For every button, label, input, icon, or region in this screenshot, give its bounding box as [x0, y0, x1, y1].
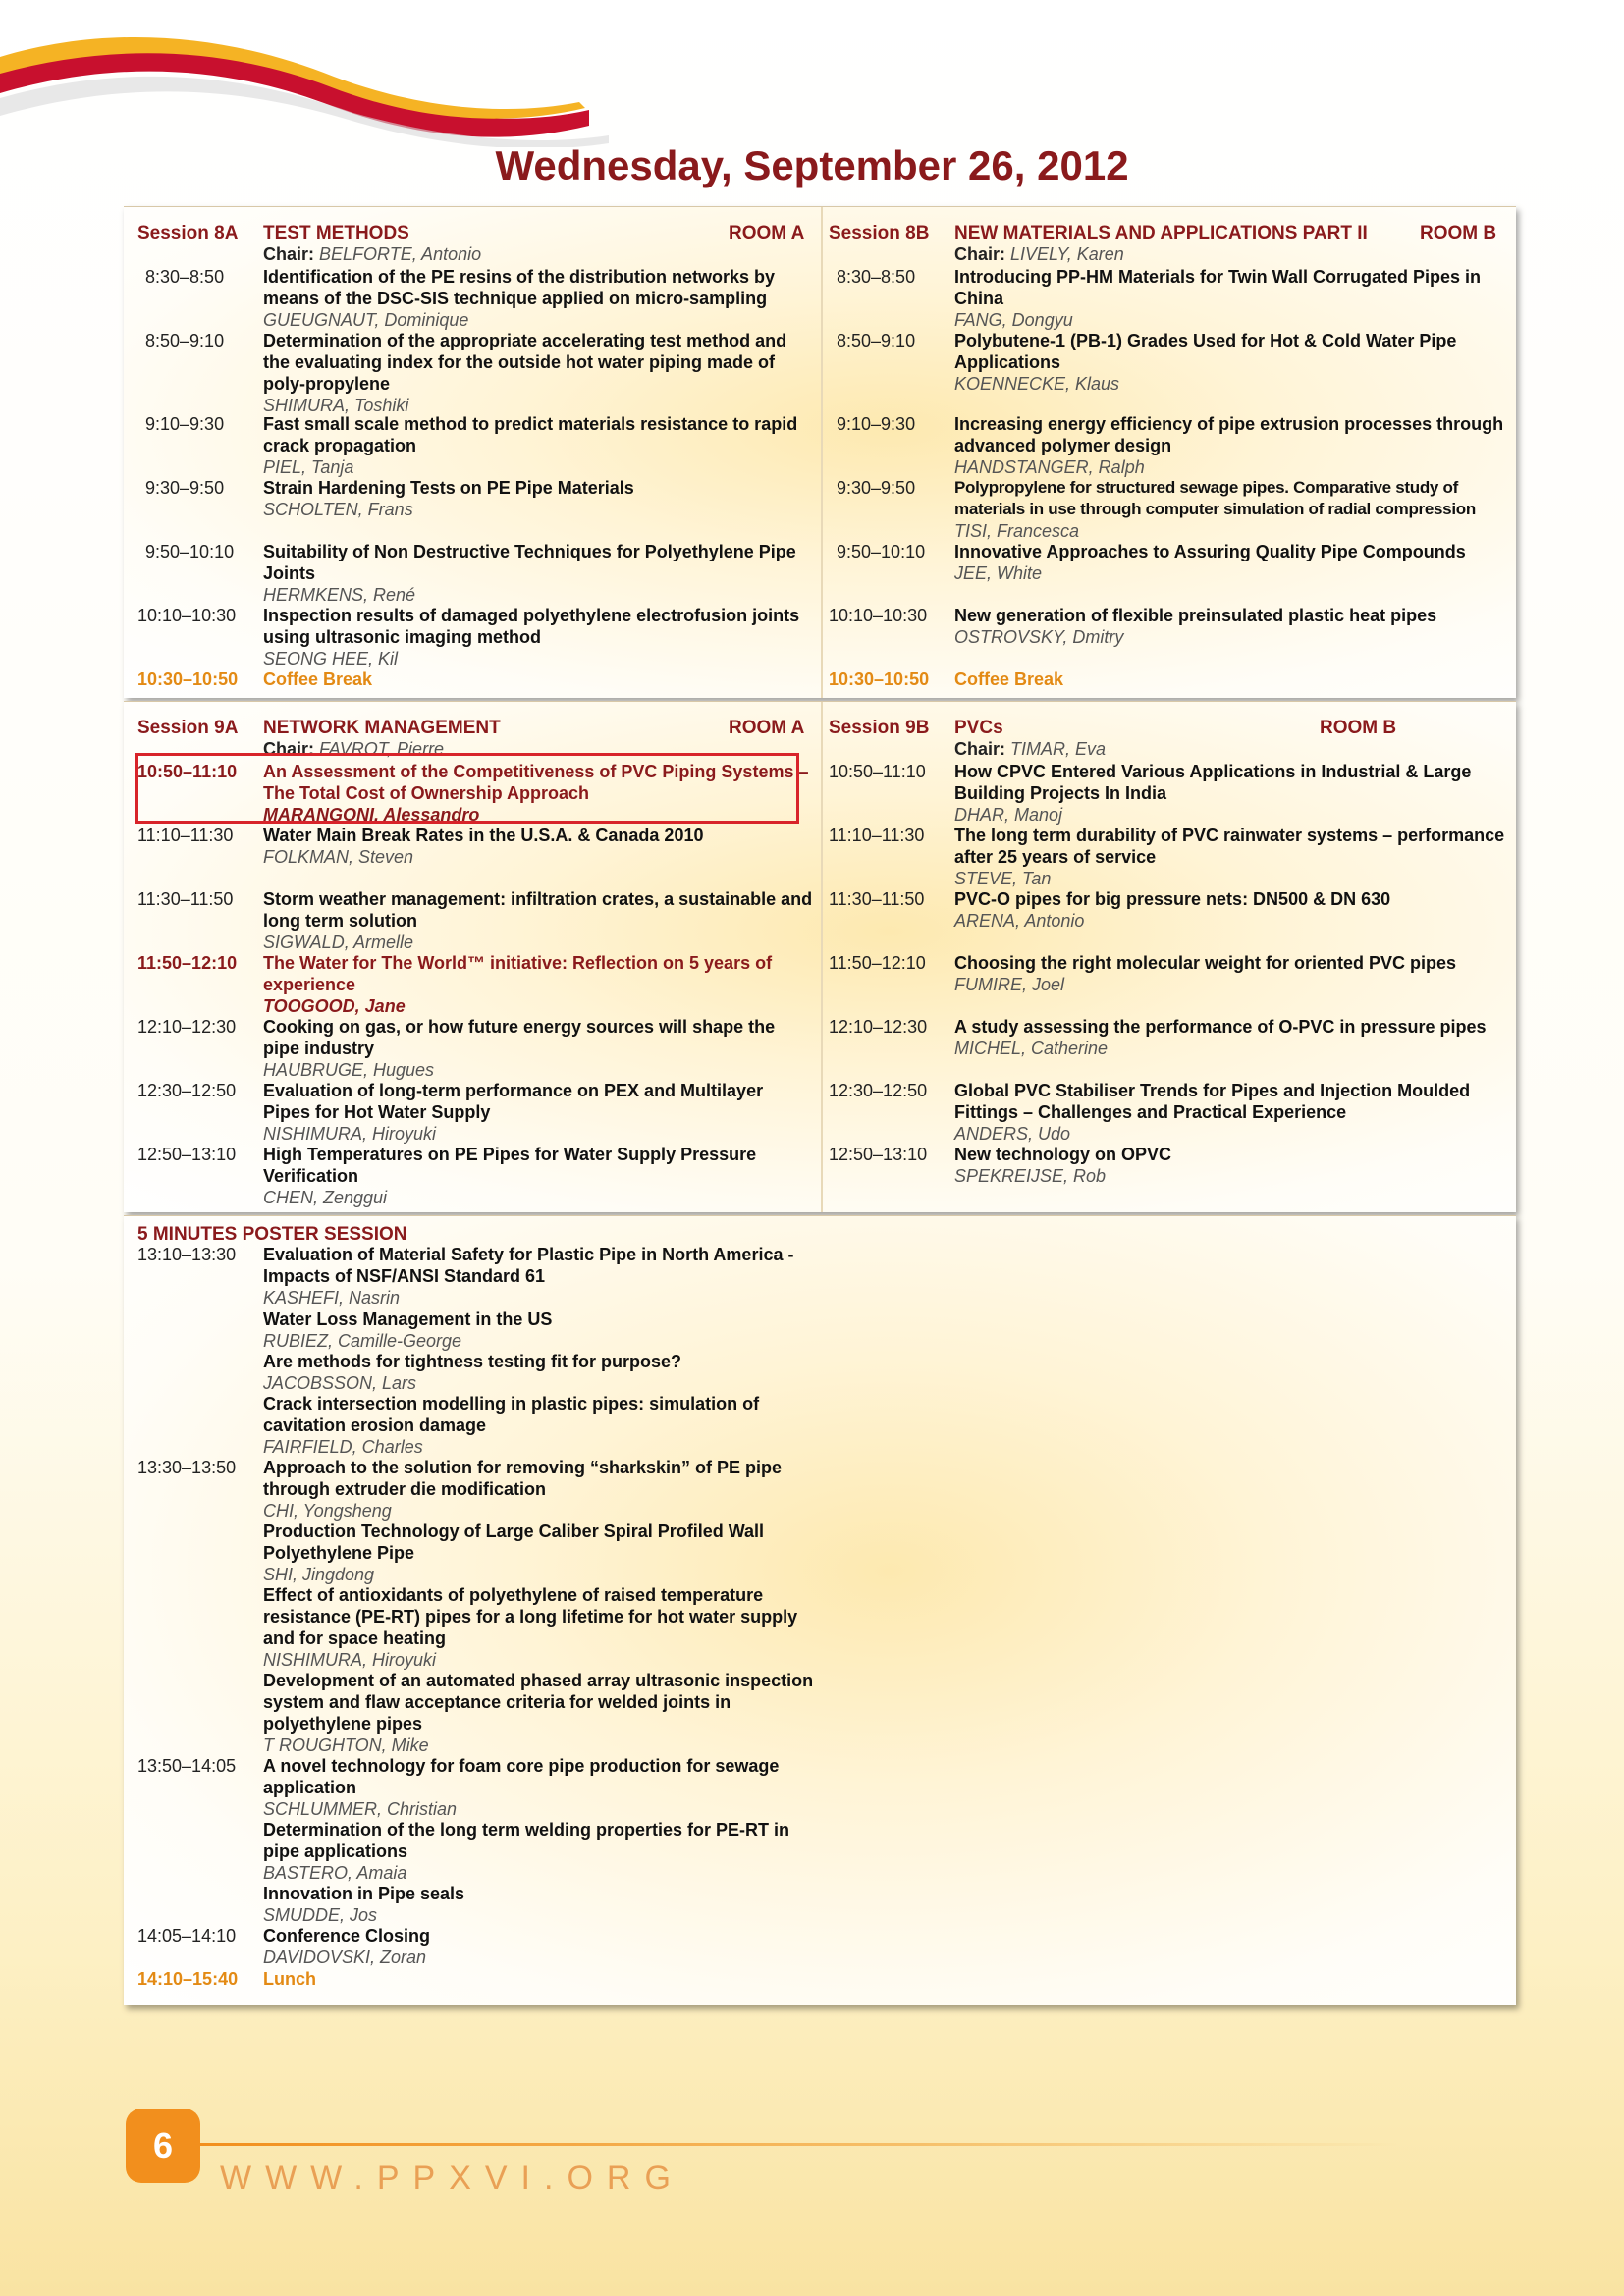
talk-author: KOENNECKE, Klaus — [954, 374, 1120, 394]
talk-time: 10:50–11:10 — [137, 762, 238, 781]
talk-title: Determination of the appropriate accelerating test method and the evaluating index for the outside hot water piping made of poly-propylene — [263, 331, 787, 394]
break-label: Coffee Break — [954, 669, 1064, 689]
chair-name: FAVROT, Pierre — [319, 739, 445, 759]
talk-entry — [137, 1080, 815, 1145]
talk-author: FOLKMAN, Steven — [263, 847, 414, 867]
talk-time: 10:50–11:10 — [829, 762, 926, 781]
poster-session-title: 5 MINUTES POSTER SESSION — [137, 1224, 407, 1245]
session-room: ROOM B — [1320, 718, 1397, 738]
talk-author: MARANGONI, Alessandro — [263, 805, 480, 825]
poster-session — [137, 1216, 815, 2005]
poster-session-panel — [124, 1215, 1516, 2005]
talk-title: Inspection results of damaged polyethylene electrofusion joints using ultrasonic imaging method — [263, 606, 800, 647]
talk-time: 13:10–13:30 — [137, 1245, 237, 1264]
talk-title: New generation of flexible preinsulated plastic heat pipes — [954, 606, 1437, 625]
poster-entry — [137, 1819, 815, 1884]
talk-time: 10:10–10:30 — [829, 606, 928, 625]
talk-author: GUEUGNAUT, Dominique — [263, 310, 469, 330]
talk-title: Water Loss Management in the US — [263, 1309, 553, 1329]
session-title: NETWORK MANAGEMENT — [263, 718, 501, 738]
poster-entry — [137, 1755, 815, 1820]
talk-entry — [137, 1016, 815, 1081]
talk-author: HERMKENS, René — [263, 585, 416, 605]
talk-entry — [829, 541, 1506, 584]
session-room: ROOM A — [729, 718, 805, 738]
talk-title: Innovation in Pipe seals — [263, 1884, 465, 1903]
talk-title: Innovative Approaches to Assuring Quality Pipe Compounds — [954, 542, 1466, 561]
talk-title: Production Technology of Large Caliber Spiral Profiled Wall Polyethylene Pipe — [263, 1522, 765, 1563]
talk-time: 10:10–10:30 — [137, 606, 237, 625]
poster-entry — [137, 1584, 815, 1671]
poster-entry — [137, 1393, 815, 1458]
highlight-box — [135, 753, 799, 824]
talk-time: 13:50–14:05 — [137, 1756, 237, 1776]
lunch-break — [137, 1968, 815, 1990]
talk-entry — [829, 477, 1506, 542]
talk-time: 12:50–13:10 — [829, 1145, 928, 1164]
talk-time: 9:10–9:30 — [837, 414, 916, 434]
talk-entry — [829, 761, 1506, 826]
talk-entry — [137, 330, 815, 416]
talk-time: 11:30–11:50 — [137, 889, 234, 909]
talk-title: Determination of the long term welding properties for PE-RT in pipe applications — [263, 1820, 790, 1861]
session-header — [137, 223, 815, 246]
talk-entry — [829, 605, 1506, 648]
talk-author: FUMIRE, Joel — [954, 975, 1065, 994]
talk-entry — [829, 1144, 1506, 1187]
talk-time: 12:30–12:50 — [829, 1081, 928, 1100]
talk-title: An Assessment of the Competitiveness of PVC Piping Systems – The Total Cost of Ownership Approach — [263, 762, 809, 803]
poster-entry — [137, 1244, 815, 1308]
coffee-break — [829, 668, 1506, 690]
break-time: 10:30–10:50 — [829, 669, 930, 689]
session-8a — [137, 207, 815, 698]
talk-author: PIEL, Tanja — [263, 457, 354, 477]
talk-author: SHI, Jingdong — [263, 1565, 375, 1584]
chair-name: TIMAR, Eva — [1010, 739, 1107, 759]
talk-time: 8:50–9:10 — [837, 331, 916, 350]
sessions-8-panel — [124, 206, 1516, 698]
column-divider — [821, 702, 823, 1212]
column-divider — [821, 207, 823, 698]
talk-title: Water Main Break Rates in the U.S.A. & Canada 2010 — [263, 826, 704, 845]
talk-author: SPEKREIJSE, Rob — [954, 1166, 1107, 1186]
session-title: PVCs — [954, 718, 1003, 738]
talk-time: 9:10–9:30 — [145, 414, 225, 434]
talk-title: Polypropylene for structured sewage pipes. Comparative study of materials in use through computer simulation of radial compression — [954, 478, 1476, 518]
talk-time: 11:50–12:10 — [137, 953, 238, 973]
talk-entry — [137, 413, 815, 478]
talk-title: Development of an automated phased array ultrasonic inspection system and flaw acceptance criteria for welded joints in polyethylene pipes — [263, 1671, 814, 1734]
talk-time: 13:30–13:50 — [137, 1458, 237, 1477]
talk-author: MICHEL, Catherine — [954, 1039, 1109, 1058]
talk-title: Fast small scale method to predict materials resistance to rapid crack propagation — [263, 414, 798, 455]
talk-author: HANDSTANGER, Ralph — [954, 457, 1145, 477]
session-header — [829, 718, 1506, 741]
talk-author: TOOGOOD, Jane — [263, 996, 406, 1016]
talk-author: HAUBRUGE, Hugues — [263, 1060, 435, 1080]
talk-title: Crack intersection modelling in plastic pipes: simulation of cavitation erosion damage — [263, 1394, 760, 1435]
talk-time: 12:10–12:30 — [137, 1017, 237, 1037]
talk-author: NISHIMURA, Hiroyuki — [263, 1124, 437, 1144]
talk-entry — [137, 477, 815, 520]
talk-author: JACOBSSON, Lars — [263, 1373, 417, 1393]
talk-author: SHIMURA, Toshiki — [263, 396, 409, 415]
talk-author: SMUDDE, Jos — [263, 1905, 378, 1925]
session-id: Session 8B — [829, 223, 930, 243]
talk-title: Cooking on gas, or how future energy sources will shape the pipe industry — [263, 1017, 776, 1058]
talk-author: DHAR, Manoj — [954, 805, 1063, 825]
talk-time: 8:30–8:50 — [145, 267, 225, 287]
session-8b — [829, 207, 1506, 698]
chair-name: LIVELY, Karen — [1010, 244, 1124, 264]
talk-author: FANG, Dongyu — [954, 310, 1073, 330]
talk-entry — [137, 605, 815, 669]
talk-author: SCHOLTEN, Frans — [263, 500, 413, 519]
footer-rule — [200, 2143, 1398, 2146]
talk-time: 11:30–11:50 — [829, 889, 925, 909]
session-header — [829, 223, 1506, 246]
talk-title: New technology on OPVC — [954, 1145, 1172, 1164]
poster-entry — [137, 1457, 815, 1522]
talk-time: 8:30–8:50 — [837, 267, 916, 287]
poster-entry — [137, 1521, 815, 1585]
session-id: Session 9B — [829, 718, 930, 738]
talk-title: Suitability of Non Destructive Techniques for Polyethylene Pipe Joints — [263, 542, 796, 583]
session-room: ROOM B — [1420, 223, 1497, 243]
talk-title: Identification of the PE resins of the distribution networks by means of the DSC-SIS technique applied on micro-sampling — [263, 267, 776, 308]
talk-author: T ROUGHTON, Mike — [263, 1735, 429, 1755]
talk-title: Increasing energy efficiency of pipe extrusion processes through advanced polymer design — [954, 414, 1504, 455]
session-chair — [263, 244, 481, 265]
talk-entry — [137, 888, 815, 953]
chair-label: Chair: — [263, 739, 315, 759]
poster-entry — [137, 1308, 815, 1352]
break-time: 10:30–10:50 — [137, 669, 239, 689]
website-url[interactable]: WWW.PPXVI.ORG — [220, 2160, 684, 2197]
talk-author: FAIRFIELD, Charles — [263, 1437, 423, 1457]
session-id: Session 8A — [137, 223, 239, 243]
chair-name: BELFORTE, Antonio — [319, 244, 482, 264]
talk-title: Global PVC Stabiliser Trends for Pipes and Injection Moulded Fittings – Challenges and Practical Experience — [954, 1081, 1471, 1122]
talk-author: DAVIDOVSKI, Zoran — [263, 1948, 427, 1967]
talk-time: 11:10–11:30 — [829, 826, 925, 845]
talk-entry — [137, 1144, 815, 1208]
talk-title: Are methods for tightness testing fit for purpose? — [263, 1352, 682, 1371]
session-title: NEW MATERIALS AND APPLICATIONS PART II — [954, 223, 1368, 243]
talk-time: 8:50–9:10 — [145, 331, 225, 350]
break-label: Coffee Break — [263, 669, 373, 689]
talk-entry — [829, 1080, 1506, 1145]
talk-time: 12:50–13:10 — [137, 1145, 237, 1164]
talk-entry — [829, 888, 1506, 932]
talk-author: KASHEFI, Nasrin — [263, 1288, 401, 1308]
chair-label: Chair: — [954, 244, 1006, 264]
session-chair — [954, 244, 1124, 265]
break-label: Lunch — [263, 1969, 316, 1989]
talk-time: 9:50–10:10 — [145, 542, 235, 561]
coffee-break — [137, 668, 815, 690]
talk-title: High Temperatures on PE Pipes for Water Supply Pressure Verification — [263, 1145, 757, 1186]
talk-entry — [137, 541, 815, 606]
talk-author: BASTERO, Amaia — [263, 1863, 407, 1883]
talk-author: NISHIMURA, Hiroyuki — [263, 1650, 437, 1670]
session-9b — [829, 702, 1506, 1212]
page-number: 6 — [126, 2109, 200, 2183]
talk-title: How CPVC Entered Various Applications in Industrial & Large Building Projects In India — [954, 762, 1472, 803]
talk-title: PVC-O pipes for big pressure nets: DN500 & DN 630 — [954, 889, 1391, 909]
session-chair — [954, 739, 1106, 760]
talk-title: Conference Closing — [263, 1926, 431, 1946]
talk-title: Storm weather management: infiltration crates, a sustainable and long term solution — [263, 889, 813, 931]
talk-entry — [829, 952, 1506, 995]
session-header — [137, 718, 815, 741]
poster-entry — [137, 1351, 815, 1394]
talk-time: 12:10–12:30 — [829, 1017, 928, 1037]
talk-entry — [829, 1016, 1506, 1059]
talk-time: 11:50–12:10 — [829, 953, 926, 973]
talk-author: CHEN, Zenggui — [263, 1188, 388, 1207]
talk-title: Introducing PP-HM Materials for Twin Wall Corrugated Pipes in China — [954, 267, 1482, 308]
talk-time: 11:10–11:30 — [137, 826, 234, 845]
session-room: ROOM A — [729, 223, 805, 243]
chair-label: Chair: — [954, 739, 1006, 759]
chair-label: Chair: — [263, 244, 315, 264]
poster-entry — [137, 1883, 815, 1926]
talk-author: TISI, Francesca — [954, 521, 1080, 541]
talk-title: Approach to the solution for removing “sharkskin” of PE pipe through extruder die modification — [263, 1458, 783, 1499]
talk-entry — [137, 825, 815, 868]
talk-author: SEONG HEE, Kil — [263, 649, 399, 668]
talk-entry — [829, 825, 1506, 889]
talk-title: A novel technology for foam core pipe production for sewage application — [263, 1756, 780, 1797]
talk-author: SCHLUMMER, Christian — [263, 1799, 458, 1819]
poster-entry — [137, 1925, 815, 1968]
talk-title: The long term durability of PVC rainwater systems – performance after 25 years of service — [954, 826, 1505, 867]
talk-time: 9:30–9:50 — [837, 478, 916, 498]
poster-entry — [137, 1670, 815, 1756]
talk-entry — [829, 330, 1506, 395]
page-title: Wednesday, September 26, 2012 — [495, 142, 1129, 188]
talk-author: CHI, Yongsheng — [263, 1501, 392, 1521]
talk-time: 9:50–10:10 — [837, 542, 926, 561]
talk-title: Strain Hardening Tests on PE Pipe Materials — [263, 478, 634, 498]
talk-entry — [137, 952, 815, 1017]
break-time: 14:10–15:40 — [137, 1969, 239, 1989]
talk-title: Effect of antioxidants of polyethylene of raised temperature resistance (PE-RT) pipes for a long lifetime for hot water supply and for space heating — [263, 1585, 798, 1648]
talk-entry — [829, 266, 1506, 331]
talk-title: Evaluation of Material Safety for Plastic Pipe in North America - Impacts of NSF/ANSI Standard 61 — [263, 1245, 794, 1286]
talk-entry — [829, 413, 1506, 478]
talk-author: STEVE, Tan — [954, 869, 1052, 888]
talk-author: JEE, White — [954, 563, 1043, 583]
talk-title: A study assessing the performance of O-PVC in pressure pipes — [954, 1017, 1487, 1037]
talk-author: RUBIEZ, Camille-George — [263, 1331, 462, 1351]
talk-time: 9:30–9:50 — [145, 478, 225, 498]
session-id: Session 9A — [137, 718, 239, 738]
talk-entry — [137, 266, 815, 331]
talk-time: 12:30–12:50 — [137, 1081, 237, 1100]
talk-title: Evaluation of long-term performance on PEX and Multilayer Pipes for Hot Water Supply — [263, 1081, 764, 1122]
talk-author: SIGWALD, Armelle — [263, 933, 414, 952]
talk-author: OSTROVSKY, Dmitry — [954, 627, 1124, 647]
talk-title: Polybutene-1 (PB-1) Grades Used for Hot & Cold Water Pipe Applications — [954, 331, 1457, 372]
talk-title: The Water for The World™ initiative: Reflection on 5 years of experience — [263, 953, 773, 994]
talk-title: Choosing the right molecular weight for oriented PVC pipes — [954, 953, 1457, 973]
talk-author: ANDERS, Udo — [954, 1124, 1071, 1144]
decorative-ribbon — [0, 0, 628, 147]
talk-time: 14:05–14:10 — [137, 1926, 237, 1946]
talk-author: ARENA, Antonio — [954, 911, 1085, 931]
session-title: TEST METHODS — [263, 223, 409, 243]
